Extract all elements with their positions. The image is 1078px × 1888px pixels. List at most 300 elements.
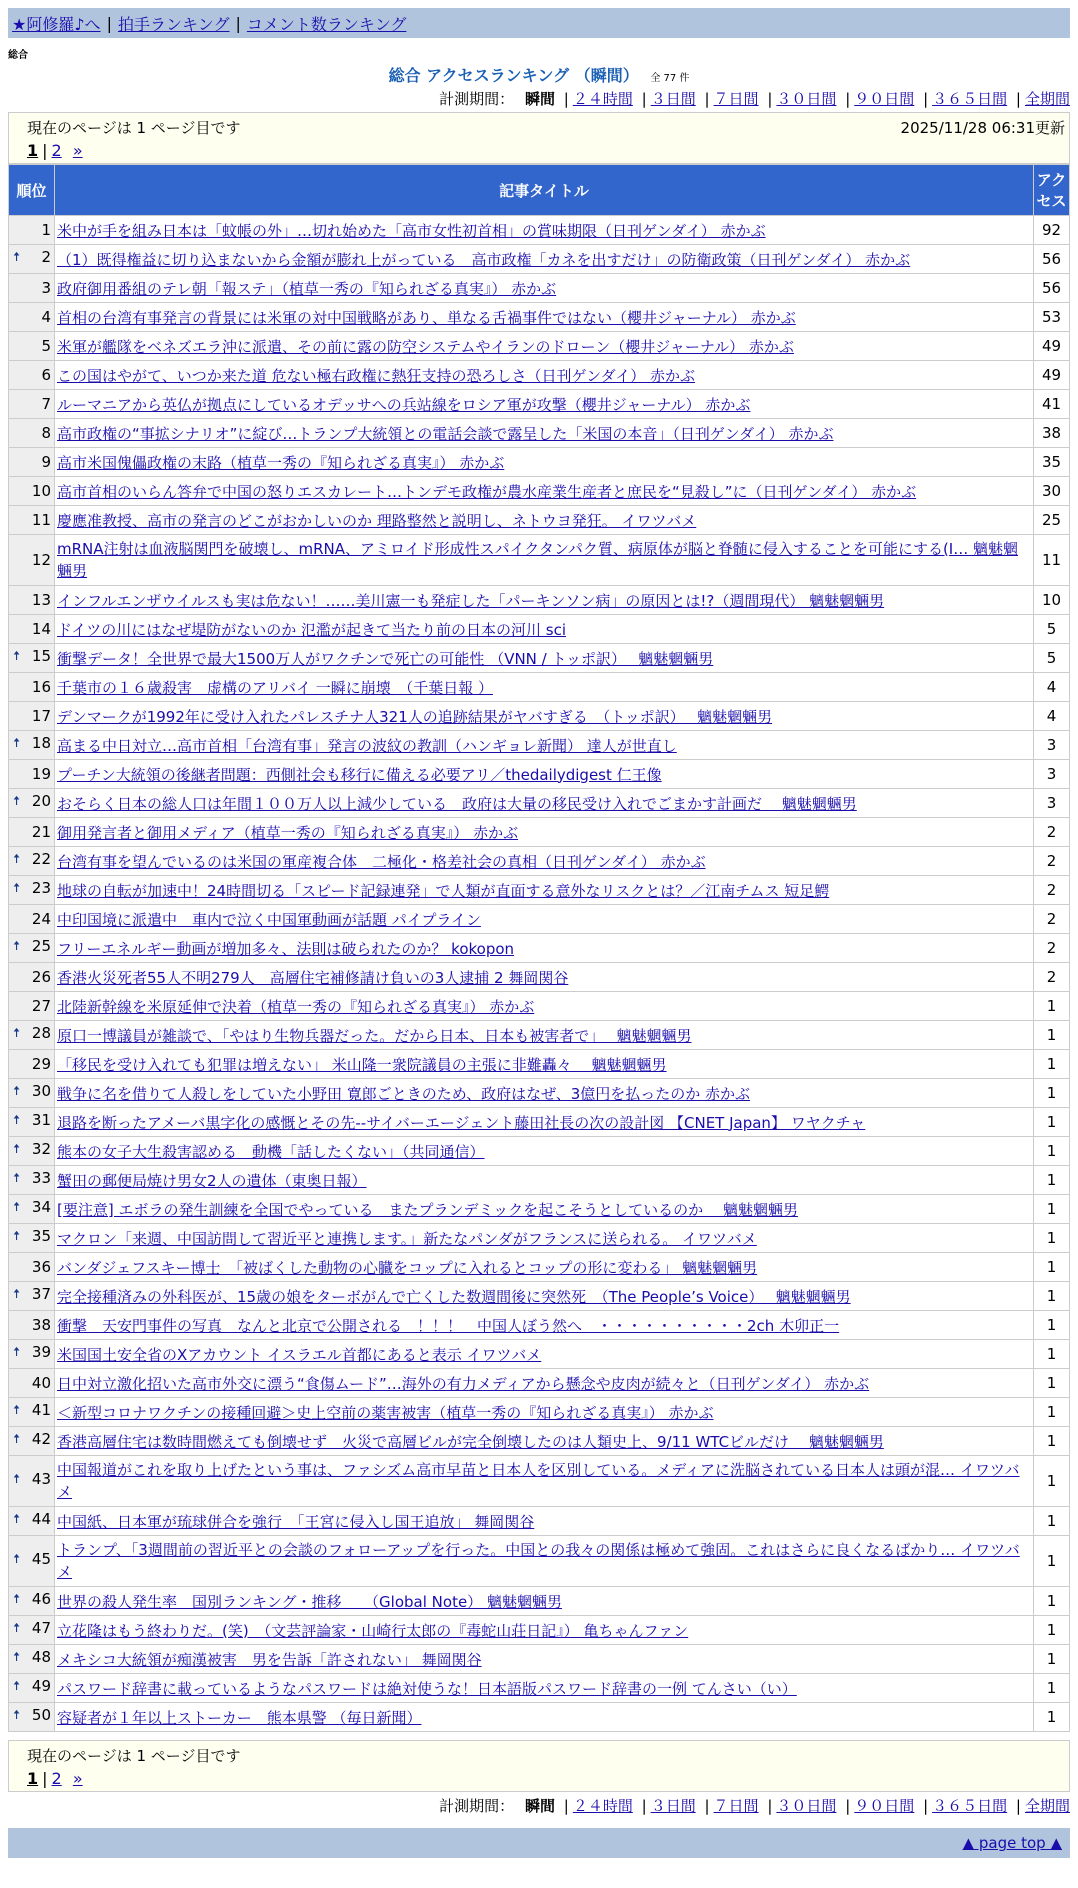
rank-cell xyxy=(9,1282,55,1311)
access-count: 30 xyxy=(1034,477,1070,506)
title-cell xyxy=(55,760,1034,789)
article-link[interactable]: 戦争に名を借りて人殺しをしていた小野田 寛郎ごときのため、政府はなぜ、3億円を払ったのか 赤かぶ xyxy=(57,1084,751,1103)
article-link[interactable]: mRNA注射は血液脳関門を破壊し、mRNA、アミロイド形成性スパイクタンパク質、病原体が脳と脊髄に侵入することを可能にする(I… 魑魅魍魎男 xyxy=(57,540,1018,580)
category-label: 総合 xyxy=(8,50,28,61)
access-count: 1 xyxy=(1034,1340,1070,1369)
period-label: 計測期間： xyxy=(439,90,515,108)
table-row xyxy=(9,1369,1070,1398)
header-access: アクセス xyxy=(1034,165,1070,216)
article-link[interactable]: 香港火災死者55人不明279人 高層住宅補修請け負いの3人逮捕 2 舞岡関谷 xyxy=(57,968,569,987)
access-count: 3 xyxy=(1034,760,1070,789)
title-cell xyxy=(55,789,1034,818)
rank-number: 47 xyxy=(31,1619,51,1637)
access-count: 1 xyxy=(1034,1616,1070,1645)
access-count: 1 xyxy=(1034,1456,1070,1507)
rank-cell xyxy=(9,361,55,390)
rank-cell xyxy=(9,1253,55,1282)
table-row xyxy=(9,245,1070,274)
article-link[interactable]: 御用発言者と御用メディア（植草一秀の『知られざる真実』） 赤かぶ xyxy=(57,823,519,842)
article-link[interactable]: [要注意] エボラの発生訓練を全国でやっている またプランデミックを起こそうとしているのか 魑魅魍魎男 xyxy=(57,1200,798,1219)
nav-separator: | xyxy=(106,13,112,33)
rank-cell xyxy=(9,1427,55,1456)
access-count: 4 xyxy=(1034,673,1070,702)
rank-cell xyxy=(9,644,55,673)
title-cell xyxy=(55,419,1034,448)
access-count: 1 xyxy=(1034,1398,1070,1427)
period-link-365d[interactable]: ３６５日間 xyxy=(932,1797,1008,1815)
article-link[interactable]: 千葉市の１６歳殺害 虚構のアリバイ 一瞬に崩壊 （千葉日報 ） xyxy=(57,678,493,697)
page-top-link[interactable]: ▲ page top ▲ xyxy=(962,1834,1062,1852)
rank-number: 50 xyxy=(31,1706,51,1724)
title-cell xyxy=(55,245,1034,274)
rank-number: 25 xyxy=(31,937,51,955)
title-cell xyxy=(55,818,1034,847)
rank-number: 24 xyxy=(31,910,51,928)
article-link[interactable]: 政府御用番組のテレ朝「報ステ」（植草一秀の『知られざる真実』） 赤かぶ xyxy=(57,279,557,298)
top-nav-bar xyxy=(8,8,1070,38)
title-cell xyxy=(55,216,1034,245)
rank-number: 27 xyxy=(31,997,51,1015)
article-link[interactable]: 完全接種済みの外科医が、15歳の娘をターボがんで亡くした数週間後に突然死 （The People’s Voice） 魑魅魍魎男 xyxy=(57,1287,851,1306)
article-link[interactable]: 香港高層住宅は数時間燃えても倒壊せず 火災で高層ビルが完全倒壊したのは人類史上、9/11 WTCビルだけ 魑魅魍魎男 xyxy=(57,1432,884,1451)
home-link[interactable]: ★阿修羅♪へ xyxy=(12,14,101,34)
rank-number: 14 xyxy=(31,620,51,638)
rank-number: 41 xyxy=(31,1401,51,1419)
period-link-all[interactable]: 全期間 xyxy=(1024,1797,1070,1815)
period-link-3d[interactable]: ３日間 xyxy=(650,1797,696,1815)
pager-next[interactable]: » xyxy=(72,141,83,160)
rank-cell xyxy=(9,731,55,760)
table-header-row xyxy=(9,165,1070,216)
total-count: 全 77 件 xyxy=(650,73,690,84)
table-row xyxy=(9,615,1070,644)
title-cell xyxy=(55,390,1034,419)
table-row xyxy=(9,818,1070,847)
table-row xyxy=(9,905,1070,934)
comment-ranking-link[interactable]: コメント数ランキング xyxy=(246,14,407,34)
access-count: 11 xyxy=(1034,535,1070,586)
rank-number: 17 xyxy=(31,707,51,725)
up-arrow-icon: 🠅 xyxy=(13,1650,21,1665)
rank-number: 6 xyxy=(41,366,51,384)
title-cell xyxy=(55,731,1034,760)
access-count: 4 xyxy=(1034,702,1070,731)
rank-cell xyxy=(9,390,55,419)
article-link[interactable]: 北陸新幹線を米原延伸で決着（植草一秀の『知られざる真実』） 赤かぶ xyxy=(57,997,535,1016)
pager-panel-bottom xyxy=(8,1740,1070,1792)
rank-number: 2 xyxy=(41,248,51,266)
article-link[interactable]: 高市米国傀儡政権の末路（植草一秀の『知られざる真実』） 赤かぶ xyxy=(57,453,505,472)
title-cell xyxy=(55,1703,1034,1732)
table-row xyxy=(9,506,1070,535)
access-count: 1 xyxy=(1034,1195,1070,1224)
period-link-90d[interactable]: ９０日間 xyxy=(854,90,915,108)
pager-panel-top xyxy=(8,112,1070,164)
rank-cell xyxy=(9,274,55,303)
rank-cell xyxy=(9,245,55,274)
up-arrow-icon: 🠅 xyxy=(13,794,21,809)
rank-number: 44 xyxy=(31,1510,51,1528)
rank-number: 40 xyxy=(31,1374,51,1392)
period-link-24h[interactable]: ２４時間 xyxy=(572,90,633,108)
rank-number: 28 xyxy=(31,1024,51,1042)
title-cell xyxy=(55,1587,1034,1616)
table-row xyxy=(9,1282,1070,1311)
title-cell xyxy=(55,1137,1034,1166)
article-link[interactable]: マクロン「来週、中国訪問して習近平と連携します。」新たなパンダがフランスに送られる。 イワツバメ xyxy=(57,1229,757,1248)
table-row xyxy=(9,1536,1070,1587)
up-arrow-icon: 🠅 xyxy=(13,1171,21,1186)
title-cell xyxy=(55,1021,1034,1050)
rank-number: 48 xyxy=(31,1648,51,1666)
rank-number: 20 xyxy=(31,792,51,810)
access-count: 25 xyxy=(1034,506,1070,535)
access-count: 1 xyxy=(1034,1253,1070,1282)
rank-number: 12 xyxy=(31,551,51,569)
access-count: 56 xyxy=(1034,245,1070,274)
rank-number: 30 xyxy=(31,1082,51,1100)
period-link-30d[interactable]: ３０日間 xyxy=(776,90,837,108)
title-cell xyxy=(55,1079,1034,1108)
title-cell xyxy=(55,1108,1034,1137)
rank-cell xyxy=(9,1137,55,1166)
article-link[interactable]: 熊本の女子大生殺害認める 動機「話したくない」（共同通信） xyxy=(57,1142,485,1161)
article-link[interactable]: トランプ、「3週間前の習近平との会談のフォローアップを行った。中国との我々の関係は極めて強固。これはさらに良くなるばかり… イワツバメ xyxy=(57,1541,1020,1581)
table-row xyxy=(9,1427,1070,1456)
up-arrow-icon: 🠅 xyxy=(13,1512,21,1527)
rank-number: 8 xyxy=(41,424,51,442)
article-link[interactable]: 高市政権の“事拡シナリオ”に綻び…トランプ大統領との電話会談で露呈した「米国の本音」（日刊ゲンダイ） 赤かぶ xyxy=(57,424,834,443)
up-arrow-icon: 🠅 xyxy=(13,1679,21,1694)
article-link[interactable]: 容疑者が１年以上ストーカー 熊本県警 （毎日新聞） xyxy=(57,1708,422,1727)
rank-number: 11 xyxy=(31,511,51,529)
pager-current: 1 xyxy=(27,1769,39,1788)
rank-number: 22 xyxy=(31,850,51,868)
rank-number: 42 xyxy=(31,1430,51,1448)
article-link[interactable]: 高市首相のいらん答弁で中国の怒りエスカレート…トンデモ政権が農水産業生産者と庶民を“見殺し”に（日刊ゲンダイ） 赤かぶ xyxy=(57,482,917,501)
period-current: 瞬間 xyxy=(524,90,555,108)
period-link-3d[interactable]: ３日間 xyxy=(650,90,696,108)
article-link[interactable]: バンダジェフスキー博士 「被ばくした動物の心臓をコップに入れるとコップの形に変わる」 魑魅魍魎男 xyxy=(57,1258,758,1277)
title-cell xyxy=(55,1282,1034,1311)
rank-number: 5 xyxy=(41,337,51,355)
title-cell xyxy=(55,1674,1034,1703)
article-link[interactable]: 立花隆はもう終わりだ。(笑) （文芸評論家・山崎行太郎の『毒蛇山荘日記』） 亀ちゃんファン xyxy=(57,1621,689,1640)
article-link[interactable]: 地球の自転が加速中！24時間切る「スピード記録連発」で人類が直面する意外なリスクとは？／江南チムス 短足鰐 xyxy=(57,881,830,900)
rank-number: 13 xyxy=(31,591,51,609)
article-link[interactable]: 衝撃 天安門事件の写真 なんと北京で公開される ！！！ 中国人ぼう然へ ・・・・・・・・・・2ch 木卯正一 xyxy=(57,1316,840,1335)
period-link-365d[interactable]: ３６５日間 xyxy=(932,90,1008,108)
page-title xyxy=(0,63,1078,86)
rank-number: 9 xyxy=(41,453,51,471)
rank-number: 36 xyxy=(31,1258,51,1276)
table-row xyxy=(9,535,1070,586)
table-row xyxy=(9,1195,1070,1224)
rank-cell xyxy=(9,1108,55,1137)
rank-cell xyxy=(9,1021,55,1050)
rank-cell xyxy=(9,1674,55,1703)
table-row xyxy=(9,992,1070,1021)
access-count: 1 xyxy=(1034,1427,1070,1456)
access-count: 1 xyxy=(1034,1645,1070,1674)
title-cell xyxy=(55,1311,1034,1340)
up-arrow-icon: 🠅 xyxy=(13,1229,21,1244)
title-cell xyxy=(55,535,1034,586)
table-row xyxy=(9,1108,1070,1137)
rank-cell xyxy=(9,477,55,506)
rank-cell xyxy=(9,216,55,245)
access-count: 1 xyxy=(1034,1311,1070,1340)
article-link[interactable]: 「移民を受け入れても犯罪は増えない」 米山隆一衆院議員の主張に非難轟々 魑魅魍魎男 xyxy=(57,1055,667,1074)
article-link[interactable]: パスワード辞書に載っているようなパスワードは絶対使うな！日本語版パスワード辞書の一例 てんさい（い） xyxy=(57,1679,797,1698)
article-link[interactable]: 米国国土安全省のXアカウント イスラエル首都にあると表示 イワツバメ xyxy=(57,1345,542,1364)
rank-cell xyxy=(9,1166,55,1195)
rank-number: 23 xyxy=(31,879,51,897)
access-count: 38 xyxy=(1034,419,1070,448)
up-arrow-icon: 🠅 xyxy=(13,1200,21,1215)
article-link[interactable]: 日中対立激化招いた高市外交に漂う“食傷ムード”…海外の有力メディアから懸念や皮肉が続々と（日刊ゲンダイ） 赤かぶ xyxy=(57,1374,870,1393)
rank-number: 35 xyxy=(31,1227,51,1245)
rank-number: 26 xyxy=(31,968,51,986)
access-count: 3 xyxy=(1034,789,1070,818)
rank-number: 38 xyxy=(31,1316,51,1334)
title-cell xyxy=(55,1340,1034,1369)
rank-number: 10 xyxy=(31,482,51,500)
table-row xyxy=(9,1050,1070,1079)
title-cell xyxy=(55,506,1034,535)
up-arrow-icon: 🠅 xyxy=(13,1142,21,1157)
title-cell xyxy=(55,1427,1034,1456)
article-link[interactable]: 慶應准教授、高市の発言のどこがおかしいのか 理路整然と説明し、ネトウヨ発狂。 イワツバメ xyxy=(57,511,697,530)
table-row xyxy=(9,1079,1070,1108)
title-cell xyxy=(55,644,1034,673)
rank-cell xyxy=(9,1311,55,1340)
article-link[interactable]: メキシコ大統領が痴漢被害 男を告訴「許されない」 舞岡関谷 xyxy=(57,1650,482,1669)
title-cell xyxy=(55,1456,1034,1507)
article-link[interactable]: おそらく日本の総人口は年間１００万人以上減少している 政府は大量の移民受け入れでごまかす計画だ 魑魅魍魎男 xyxy=(57,794,857,813)
rank-number: 19 xyxy=(31,765,51,783)
up-arrow-icon: 🠅 xyxy=(13,1621,21,1636)
up-arrow-icon: 🠅 xyxy=(13,1084,21,1099)
rank-number: 18 xyxy=(31,734,51,752)
up-arrow-icon: 🠅 xyxy=(13,649,21,664)
title-cell xyxy=(55,905,1034,934)
table-row xyxy=(9,1703,1070,1732)
header-title: 記事タイトル xyxy=(55,165,1034,216)
rank-cell xyxy=(9,992,55,1021)
access-count: 53 xyxy=(1034,303,1070,332)
article-link[interactable]: 米軍が艦隊をベネズエラ沖に派遣、その前に露の防空システムやイランのドローン（櫻井ジャーナル） 赤かぶ xyxy=(57,337,794,356)
table-row xyxy=(9,934,1070,963)
access-count: 49 xyxy=(1034,332,1070,361)
rank-number: 21 xyxy=(31,823,51,841)
table-row xyxy=(9,1674,1070,1703)
period-link-7d[interactable]: ７日間 xyxy=(713,1797,759,1815)
table-row xyxy=(9,1398,1070,1427)
article-link[interactable]: 首相の台湾有事発言の背景には米軍の対中国戦略があり、単なる舌禍事件ではない（櫻井ジャーナル） 赤かぶ xyxy=(57,308,796,327)
rank-number: 33 xyxy=(31,1169,51,1187)
access-count: 1 xyxy=(1034,1507,1070,1536)
rank-cell xyxy=(9,847,55,876)
table-row xyxy=(9,1616,1070,1645)
rank-number: 1 xyxy=(41,221,51,239)
access-count: 5 xyxy=(1034,615,1070,644)
article-link[interactable]: 蟹田の郵便局焼け男女2人の遺体（東奥日報） xyxy=(57,1171,367,1190)
table-row xyxy=(9,216,1070,245)
title-cell xyxy=(55,586,1034,615)
access-count: 1 xyxy=(1034,1050,1070,1079)
access-count: 1 xyxy=(1034,992,1070,1021)
title-cell xyxy=(55,1398,1034,1427)
updated-timestamp: 2025/11/28 06:31更新 xyxy=(900,119,1065,137)
pager: 1 | 2 » xyxy=(27,1769,83,1788)
article-link[interactable]: 世界の殺人発生率 国別ランキング・推移 （Global Note） 魑魅魍魎男 xyxy=(57,1592,562,1611)
title-cell xyxy=(55,1050,1034,1079)
up-arrow-icon: 🠅 xyxy=(13,939,21,954)
rank-cell xyxy=(9,535,55,586)
article-link[interactable]: ドイツの川にはなぜ堤防がないのか 氾濫が起きて当たり前の日本の河川 sci xyxy=(57,620,567,639)
table-row xyxy=(9,1137,1070,1166)
footer-bar xyxy=(8,1828,1070,1858)
article-link[interactable]: 中国報道がこれを取り上げたという事は、ファシズム高市早苗と日本人を区別している。メディアに洗脳されている日本人は頭が混… イワツバメ xyxy=(57,1461,1020,1501)
article-link[interactable]: この国はやがて、いつか来た道 危ない極右政権に熱狂支持の恐ろしさ（日刊ゲンダイ） 赤かぶ xyxy=(57,366,696,385)
title-cell xyxy=(55,1369,1034,1398)
rank-number: 34 xyxy=(31,1198,51,1216)
article-link[interactable]: デンマークが1992年に受け入れたパレスチナ人321人の追跡結果がヤバすぎる （トッポ訳） 魑魅魍魎男 xyxy=(57,707,773,726)
title-cell xyxy=(55,1507,1034,1536)
table-row xyxy=(9,847,1070,876)
header-rank: 順位 xyxy=(9,165,55,216)
period-link-all[interactable]: 全期間 xyxy=(1024,90,1070,108)
title-cell xyxy=(55,934,1034,963)
period-link-90d[interactable]: ９０日間 xyxy=(854,1797,915,1815)
article-link[interactable]: 衝撃データ！全世界で最大1500万人がワクチンで死亡の可能性 （VNN / トッポ訳） 魑魅魍魎男 xyxy=(57,649,714,668)
rank-number: 37 xyxy=(31,1285,51,1303)
nav-separator: | xyxy=(235,13,241,33)
access-count: 2 xyxy=(1034,963,1070,992)
rank-cell xyxy=(9,419,55,448)
title-cell xyxy=(55,274,1034,303)
title-cell xyxy=(55,673,1034,702)
access-count: 1 xyxy=(1034,1369,1070,1398)
title-cell xyxy=(55,1253,1034,1282)
article-link[interactable]: フリーエネルギー動画が増加多々、法則は破られたのか？ kokopon xyxy=(57,939,515,958)
period-selector-bottom: 計測期間： 瞬間 | ２４時間 | ３日間 | ７日間 | ３０日間 | ９０日間 | ３６５日間 | 全期間 xyxy=(439,1797,1070,1815)
table-row xyxy=(9,361,1070,390)
rank-number: 32 xyxy=(31,1140,51,1158)
article-link[interactable]: （1）既得権益に切り込まないから金額が膨れ上がっている 高市政権「カネを出すだけ」の防衛政策（日刊ゲンダイ） 赤かぶ xyxy=(57,250,911,269)
title-cell xyxy=(55,448,1034,477)
period-link-24h[interactable]: ２４時間 xyxy=(572,1797,633,1815)
rank-cell xyxy=(9,1587,55,1616)
page-title-text: 総合 アクセスランキング （瞬間） xyxy=(388,66,639,85)
table-row xyxy=(9,673,1070,702)
ranking-table xyxy=(8,164,1070,1732)
rank-cell xyxy=(9,789,55,818)
access-count: 1 xyxy=(1034,1079,1070,1108)
access-count: 1 xyxy=(1034,1703,1070,1732)
table-row xyxy=(9,448,1070,477)
table-row xyxy=(9,332,1070,361)
pager-page-2[interactable]: 2 xyxy=(51,141,62,160)
rank-cell xyxy=(9,702,55,731)
pager-page-2[interactable]: 2 xyxy=(51,1769,62,1788)
table-row xyxy=(9,1587,1070,1616)
up-arrow-icon: 🠅 xyxy=(13,852,21,867)
rank-cell xyxy=(9,1050,55,1079)
rank-number: 4 xyxy=(41,308,51,326)
up-arrow-icon: 🠅 xyxy=(13,881,21,896)
pager: 1 | 2 » xyxy=(27,141,83,160)
article-link[interactable]: 米中が手を組み日本は「蚊帳の外」…切れ始めた「高市女性初首相」の賞味期限（日刊ゲンダイ） 赤かぶ xyxy=(57,221,766,240)
rank-cell xyxy=(9,1079,55,1108)
up-arrow-icon: 🠅 xyxy=(13,1287,21,1302)
title-cell xyxy=(55,702,1034,731)
access-count: 1 xyxy=(1034,1224,1070,1253)
rank-cell xyxy=(9,876,55,905)
title-cell xyxy=(55,1536,1034,1587)
article-link[interactable]: 中国紙、日本軍が琉球併合を強行 「王宮に侵入し国王追放」 舞岡関谷 xyxy=(57,1512,535,1531)
rank-cell xyxy=(9,1398,55,1427)
page-info: 現在のページは 1 ページ目です xyxy=(27,1747,241,1765)
article-link[interactable]: ルーマニアから英仏が拠点にしているオデッサへの兵站線をロシア軍が攻撃（櫻井ジャーナル） 赤かぶ xyxy=(57,395,751,414)
title-cell xyxy=(55,1645,1034,1674)
up-arrow-icon: 🠅 xyxy=(13,1592,21,1607)
title-cell xyxy=(55,332,1034,361)
up-arrow-icon: 🠅 xyxy=(13,1708,21,1723)
title-cell xyxy=(55,847,1034,876)
table-row xyxy=(9,1253,1070,1282)
up-arrow-icon: 🠅 xyxy=(13,1472,21,1487)
article-link[interactable]: 高まる中日対立…高市首相「台湾有事」発言の波紋の教訓（ハンギョレ新聞） 達人が世直し xyxy=(57,736,677,755)
title-cell xyxy=(55,1616,1034,1645)
up-arrow-icon: 🠅 xyxy=(13,1345,21,1360)
rank-cell xyxy=(9,1369,55,1398)
rank-cell xyxy=(9,905,55,934)
title-cell xyxy=(55,992,1034,1021)
table-row xyxy=(9,1340,1070,1369)
rank-number: 45 xyxy=(31,1550,51,1568)
pager-next[interactable]: » xyxy=(72,1769,83,1788)
table-row xyxy=(9,1021,1070,1050)
table-row xyxy=(9,876,1070,905)
title-cell xyxy=(55,1166,1034,1195)
rank-cell xyxy=(9,818,55,847)
rank-number: 3 xyxy=(41,279,51,297)
up-arrow-icon: 🠅 xyxy=(13,1026,21,1041)
period-link-7d[interactable]: ７日間 xyxy=(713,90,759,108)
table-row xyxy=(9,390,1070,419)
table-row xyxy=(9,1507,1070,1536)
article-link[interactable]: 台湾有事を望んでいるのは米国の軍産複合体 二極化・格差社会の真相（日刊ゲンダイ） 赤かぶ xyxy=(57,852,706,871)
table-row xyxy=(9,1311,1070,1340)
table-row xyxy=(9,760,1070,789)
period-link-30d[interactable]: ３０日間 xyxy=(776,1797,837,1815)
title-cell xyxy=(55,1195,1034,1224)
access-count: 10 xyxy=(1034,586,1070,615)
applause-ranking-link[interactable]: 拍手ランキング xyxy=(117,14,230,34)
article-link[interactable]: ＜新型コロナワクチンの接種回避＞史上空前の薬害被害（植草一秀の『知られざる真実』） 赤かぶ xyxy=(57,1403,714,1422)
access-count: 2 xyxy=(1034,934,1070,963)
article-link[interactable]: インフルエンザウイルスも実は危ない！……美川憲一も発症した「パーキンソン病」の原因とは!?（週間現代） 魑魅魍魎男 xyxy=(57,591,885,610)
article-link[interactable]: 原口一博議員が雑談で、「やはり生物兵器だった。だから日本、日本も被害者で」 魑魅魍魎男 xyxy=(57,1026,692,1045)
article-link[interactable]: 中印国境に派遣中 車内で泣く中国軍動画が話題 パイプライン xyxy=(57,910,481,929)
table-row xyxy=(9,1645,1070,1674)
article-link[interactable]: プーチン大統領の後継者問題：西側社会も移行に備える必要アリ／thedailydigest 仁王像 xyxy=(57,765,662,784)
article-link[interactable]: 退路を断ったアメーバ黒字化の感慨とその先--サイバーエージェント藤田社長の次の設計図 【CNET Japan】 ワヤクチャ xyxy=(57,1113,866,1132)
title-cell xyxy=(55,963,1034,992)
rank-number: 16 xyxy=(31,678,51,696)
